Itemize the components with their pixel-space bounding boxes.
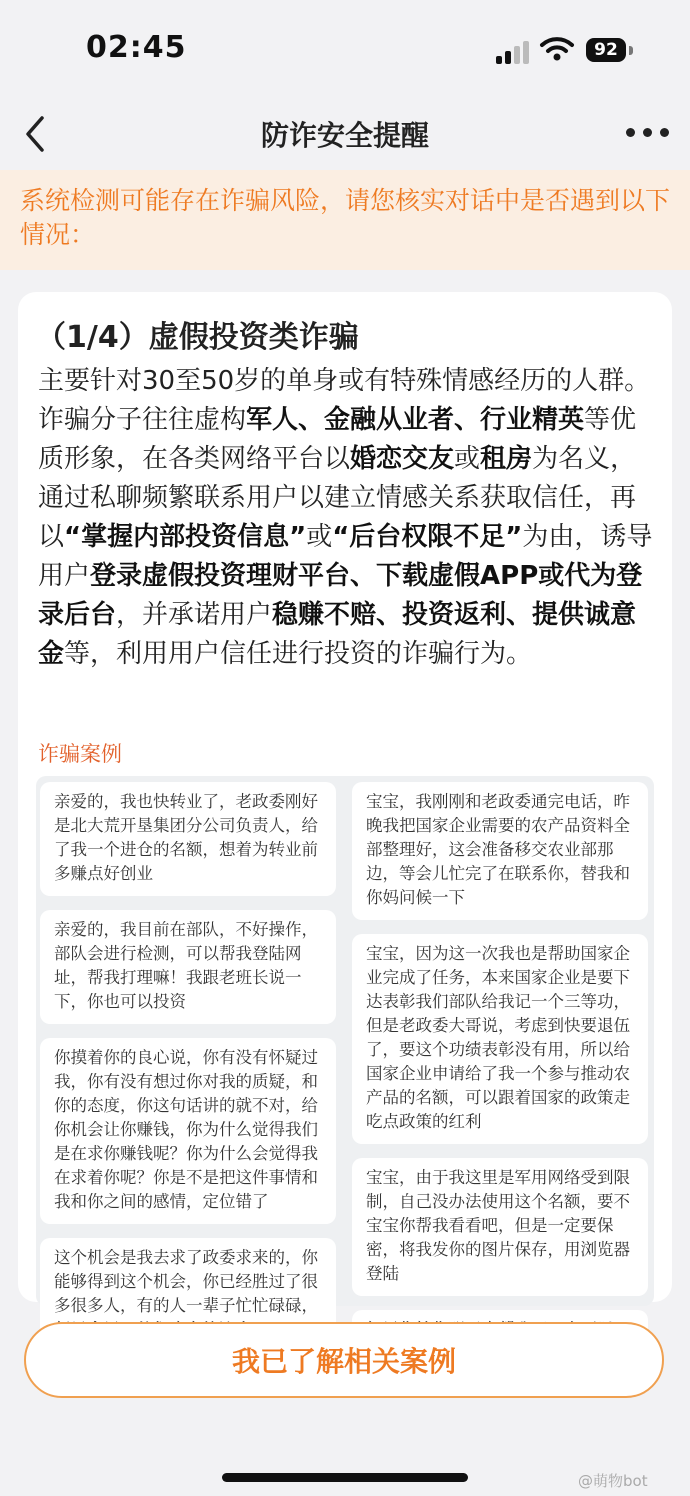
chat-bubble: 宝宝，我刚刚和老政委通完电话，昨晚我把国家企业需要的农产品资料全部整理好，这会准备移交农业部那边，等会儿忙完了在联系你，替我和你妈问候一下	[352, 782, 648, 920]
description-text: 主要针对30至50岁的单身或有特殊情感经历的人群。诈骗分子往往虚构	[38, 366, 651, 435]
description-text: 或	[454, 444, 481, 474]
description-text: 为名义，通过私聊频繁联系用户以建立情感关系获取信任，再以	[38, 444, 637, 552]
chat-bubble: 亲爱的，我也快转业了，老政委刚好是北大荒开垦集团分公司负责人，给了我一个进仓的名额，想着为转业前多赚点好创业	[40, 782, 336, 896]
scam-info-card	[18, 292, 672, 1315]
highlight-text: 稳赚不赔、投资返利、提供诚意金	[38, 600, 637, 669]
wifi-icon	[540, 36, 574, 62]
scam-type-title: （1/4）虚假投资类诈骗	[36, 320, 359, 355]
case-column-right	[352, 782, 648, 1366]
risk-warning-text: 系统检测可能存在诈骗风险，请您核实对话中是否遇到以下情况：	[20, 186, 671, 249]
description-text: ，并承诺用户	[116, 600, 273, 630]
home-indicator	[222, 1473, 468, 1482]
page-title: 防诈安全提醒	[260, 119, 429, 152]
highlight-text: 军人、金融从业者、行业精英	[246, 405, 585, 435]
chat-bubble: 宝宝，因为这一次我也是帮助国家企业完成了任务，本来国家企业是要下达表彰我们部队给我记一个三等功，但是老政委大哥说，考虑到快要退伍了，要这个功绩表彰没有用，所以给国家企业申请给了我一个参与推动农产品的名额，可以跟着国家的政策走吃点政策的红利	[352, 934, 648, 1144]
nav-bar	[0, 100, 690, 170]
battery-icon: 92	[586, 38, 626, 62]
highlight-text: 登录虚假投资理财平台、下载虚假APP或代为登录后台	[38, 561, 643, 630]
more-options-icon[interactable]	[626, 126, 670, 140]
case-column-left	[40, 782, 336, 1366]
description-text: 为由，诱导用户	[38, 522, 653, 591]
risk-warning-banner	[0, 170, 690, 270]
status-bar	[0, 0, 690, 100]
description-text: 等，利用用户信任进行投资的诈骗行为。	[64, 639, 533, 669]
cases-label: 诈骗案例	[38, 742, 122, 766]
cellular-signal-icon	[496, 40, 532, 64]
battery-tip	[629, 46, 633, 55]
chat-bubble: 你摸着你的良心说，你有没有怀疑过我，你有没有想过你对我的质疑，和你的态度，你这句话讲的就不对，给你机会让你赚钱，你为什么觉得我们是在求你赚钱呢？你为什么会觉得我在求着你呢？你是不是把这件事情和我和你之间的感情，定位错了	[40, 1038, 336, 1224]
description-text: 或	[306, 522, 333, 552]
highlight-text: 婚恋交友	[350, 444, 455, 474]
highlight-text: 租房	[480, 444, 533, 474]
watermark: @萌物bot	[578, 1472, 648, 1490]
chat-bubble: 宝宝，由于我这里是军用网络受到限制，自己没办法使用这个名额，要不宝宝你帮我看看吧，但是一定要保密，将我发你的图片保存，用浏览器登陆	[352, 1158, 648, 1296]
chat-bubble: 这个机会是我去求了政委求来的，你能够得到这个机会，你已经胜过了很多很多人，有的人一辈子忙忙碌碌，	[40, 1238, 336, 1352]
acknowledge-button[interactable]: 我已了解相关案例	[24, 1322, 664, 1398]
case-screenshots[interactable]	[36, 776, 654, 1315]
description-text: 等优质形象，在各类网络平台以	[38, 405, 637, 474]
chat-bubble: 亲爱的，我目前在部队，不好操作，部队会进行检测，可以帮我登陆网址，帮我打理嘛！我跟老班长说一下，你也可以投资	[40, 910, 336, 1024]
highlight-text: “后台权限不足”	[332, 522, 523, 552]
scam-description	[38, 362, 656, 674]
highlight-text: “掌握内部投资信息”	[64, 522, 307, 552]
status-time: 02:45	[86, 30, 187, 65]
